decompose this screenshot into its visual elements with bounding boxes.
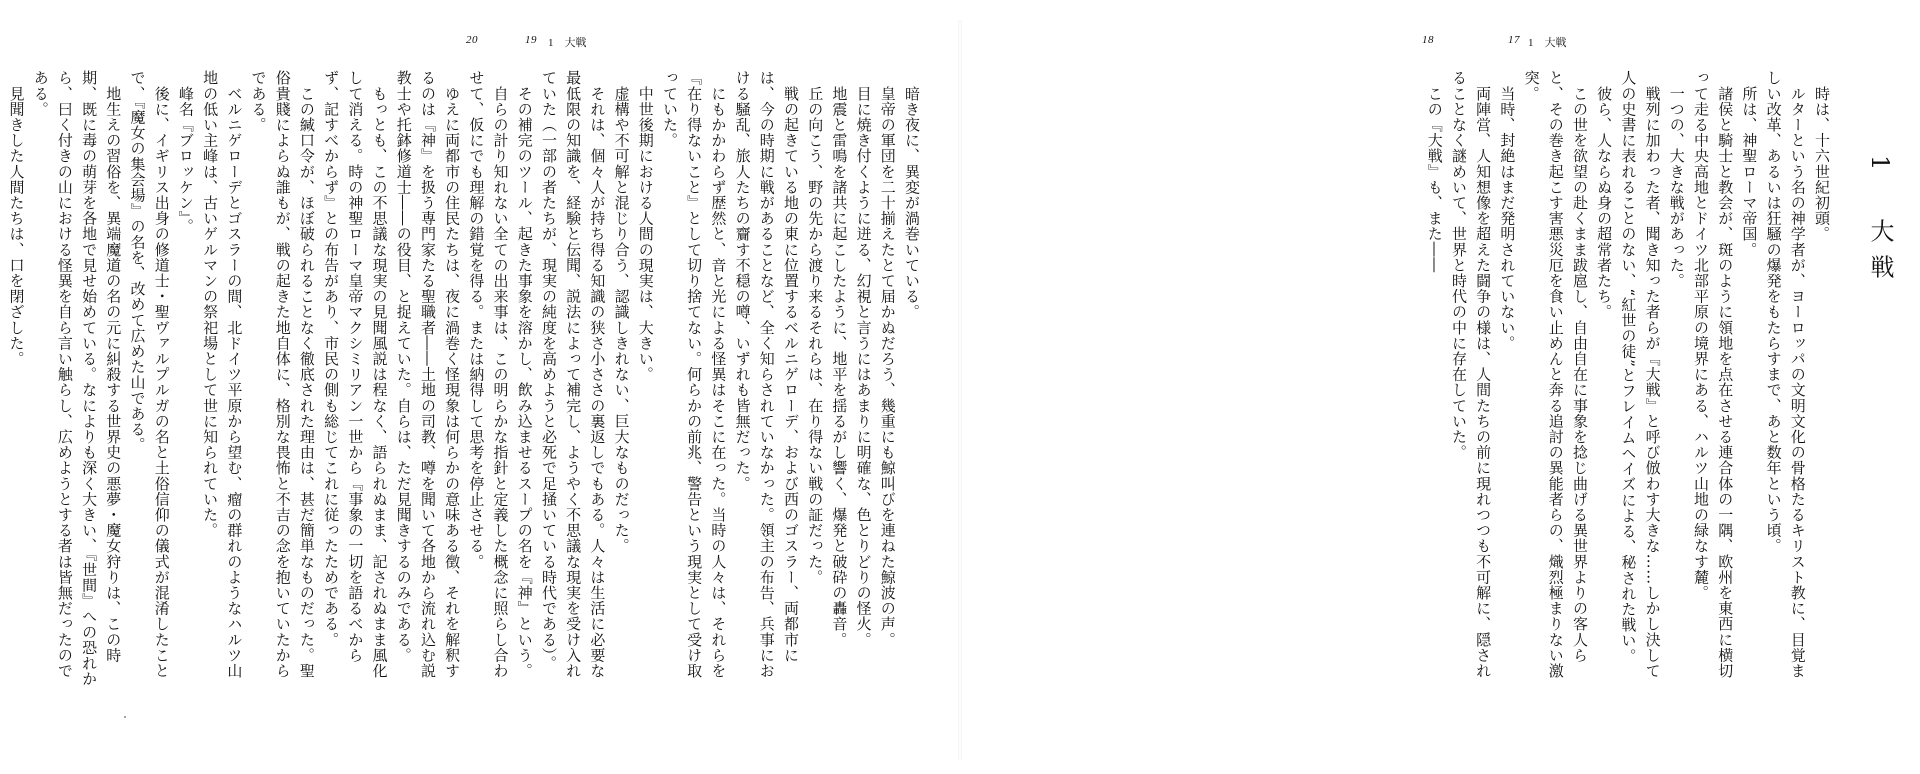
paragraph: ベルニゲローデとゴスラーの間、北ドイツ平原から望む、瘤の群れのようなハルツ山地の低い主峰は、古いゲルマンの祭祀場として世に知られていた。	[201, 70, 244, 679]
page-number-20: 20	[466, 34, 478, 46]
paragraph: 峰名『ブロッケン』。	[176, 70, 195, 235]
paragraph: 両陣営、人知想像を超えた闘争の様は、人間たちの前に現れつつも不可解に、隠されることなく謎めいて、世界と時代の中に存在していた。	[1449, 70, 1493, 679]
running-head-left: 1 大戦	[548, 37, 587, 49]
page-number-19: 19	[525, 34, 537, 46]
paragraph: 見聞きした人間たちは、口を閉ざした。	[7, 70, 26, 367]
paragraph: にもかかわらず歴然と、音と光による怪異はそこに在った。当時の人々は、それらを『在り得ないこと』として切り捨てない。何らかの前兆、警告という現実として受け取っていた。	[660, 70, 728, 679]
paragraph: 後に、イギリス出身の修道士・聖ヴァルプルガの名と土俗信仰の儀式が混淆したことで、『魔女の集会場』の名を、改めて広めた山である。	[128, 70, 171, 679]
paragraph: 一つの、大きな戦があった。	[1667, 70, 1686, 289]
paragraph: 所は、神聖ローマ帝国。	[1740, 70, 1759, 258]
paragraph: それは、個々人が持ち得る知識の狭さ小ささの裏返しでもある。人々は生活に必要な最低限の知識を、経験と伝聞、説法によって補完し、ようやく不思議な現実を受け入れていた（一部の者たちが、現実の純度を高めようと必死で足掻いている時代である）。	[539, 70, 607, 679]
paragraph: 目に焼き付くように迸る、幻視と言うにはあまりに明確な、色とりどりの怪火。	[854, 70, 873, 648]
paragraph: 地震と雷鳴を諸共に起こしたように、地平を揺るがし響く、爆発と破砕の轟音。	[830, 70, 849, 648]
paragraph: 戦列に加わった者、聞き知った者らが『大戦』と呼び倣わす大きな……しかし決して人の史書に表れることのない、“紅世の徒”とフレイムヘイズによる、秘された戦い。	[1619, 70, 1662, 679]
paragraph: 当時、封絶はまだ発明されていない。	[1498, 70, 1517, 351]
chapter-title: 1 大戦	[1866, 155, 1894, 291]
paragraph: 地生えの習俗を、異端魔道の名の元に糾殺する世界史の悪夢・魔女狩りは、この時期、既に毒の萌芽を各地で見せ始めている。なによりも深く大きい、『世間』への恐れから、曰く付きの山における怪異を自ら言い触らし、広めようとする者は皆無だったのである。	[31, 70, 123, 687]
page-number-17: 17	[1508, 34, 1520, 46]
paragraph: この世を欲望の赴くまま跋扈し、自由自在に事象を捻じ曲げる異世界よりの客人らと、その巻き起こす害悪災厄を食い止めんと奔る追討の異能者らの、熾烈極まりない激突。	[1522, 70, 1589, 679]
paper-speck	[124, 716, 126, 718]
paragraph: 暗き夜に、異変が渦巻いている。	[903, 70, 921, 320]
paragraph: 彼ら、人ならぬ身の超常者たち。	[1595, 70, 1614, 320]
page-number-18: 18	[1422, 34, 1434, 46]
paragraph: 中世後期における人間の現実は、大きい。	[636, 70, 655, 382]
paragraph: この緘口令が、ほぼ破られることなく徹底された理由は、甚だ簡単なものだった。聖俗貴賤によらぬ誰もが、戦の起きた地自体に、格別な畏怖と不吉の念を抱いていたからである。	[249, 70, 316, 679]
paragraph: 自らの計り知れない全ての出来事は、この明らかな指針と定義した概念に照らし合わせて、仮にでも理解の錯覚を得る。または納得して思考を停止させる。	[467, 70, 510, 679]
paragraph: もっとも、この不思議な現実の見聞風説は程なく、語られぬまま、記されぬまま風化して消える。時の神聖ローマ皇帝マクシミリアン一世から『事象の一切を語るべからず、記すべからず』との布告があり、市民の側も総じてこれに従ったためである。	[322, 70, 389, 679]
paragraph: 丘の向こう、野の先から渡り来るそれらは、在り得ない戦の証だった。	[806, 70, 825, 585]
paragraph: 虚構や不可解と混じり合う、認識しきれない、巨大なものだった。	[612, 70, 631, 554]
running-head-right: 1 大戦	[1528, 37, 1567, 49]
paragraph: 皇帝の軍団を二十揃えたとて届かぬだろう、幾重にも鯨叫びを連ねた鯨波の声。	[878, 70, 897, 648]
right-page	[960, 0, 1920, 774]
paragraph	[0, 70, 4, 690]
paragraph: その補完のツール、起きた事象を溶かし、飲み込ませるスープの名を『神』という。	[515, 70, 534, 679]
paragraph: 諸侯と騎士と教会が、斑のように領地を点在させる連合体の一隅、欧州を東西に横切って走る中央高地とドイツ北部平原の境界にある、ハルツ山地の緑なす麓。	[1691, 70, 1735, 679]
paragraph: 時は、十六世紀初頭。	[1813, 70, 1831, 242]
right-page-body	[986, 70, 1834, 690]
left-page-body	[7, 70, 924, 690]
paragraph: この『大戦』も、また――	[1425, 70, 1444, 273]
paragraph: 戦の起きている地の東に位置するベルニゲローデ、および西のゴスラー、両都市には、今の時期に戦があることなど、全く知らされていなかった。領主の布告、兵事における騒乱、旅人たちの齎す不穏の噂、いずれも皆無だった。	[733, 70, 800, 679]
paragraph: ルターという名の神学者が、ヨーロッパの文明文化の骨格たるキリスト教に、目覚ましい改革、あるいは狂騒の爆発をもたらすまで、あと数年という頃。	[1764, 70, 1807, 679]
paragraph: ゆえに両都市の住民たちは、夜に渦巻く怪現象は何らかの意味ある徴、それを解釈するのは『神』を扱う専門家たる聖職者――土地の司教、噂を聞いて各地から流れ込む説教士や托鉢修道士――の役目、と捉えていた。自らは、ただ見聞きするのみである。	[394, 70, 462, 679]
